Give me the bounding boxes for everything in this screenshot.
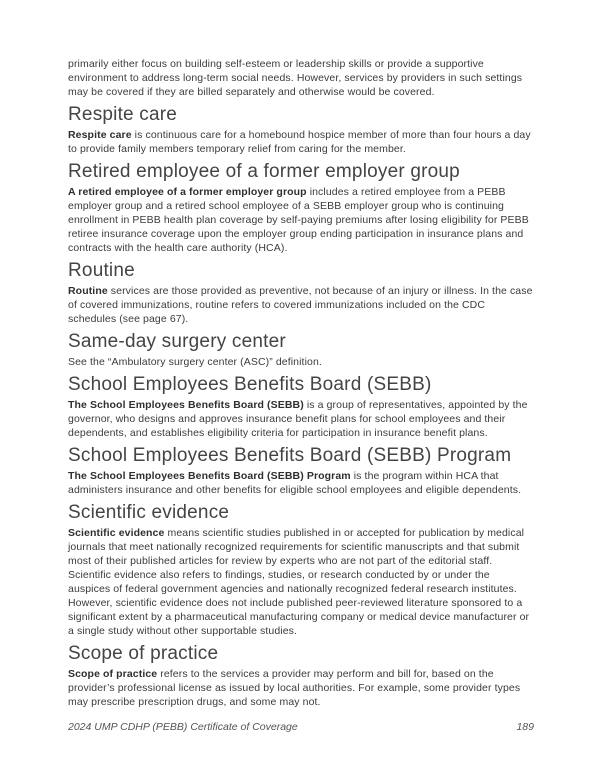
definition-text: is the program within HCA that administers insurance and other benefits for eligible school employees and eligible dependents. <box>68 470 522 496</box>
definition-text: refers to the services a provider may perform and bill for, based on the provider’s professional license as issued by local authorities. For example, some provider types may prescribe prescription drugs, and some may not. <box>68 668 521 708</box>
section-paragraph <box>68 526 534 638</box>
section-heading-scientific-evidence: Scientific evidence <box>68 502 230 523</box>
intro-paragraph: primarily either focus on building self-esteem or leadership skills or provide a supportive environment to address long-term social needs. However, services by providers in such settings may be covered if they are billed separately and otherwise would be covered. <box>68 58 523 98</box>
section-paragraph <box>68 398 534 440</box>
defined-term: Routine <box>68 285 108 297</box>
section-paragraph <box>68 284 534 326</box>
section-heading-scope-of-practice: Scope of practice <box>68 643 219 664</box>
definition-text: is continuous care for a homebound hospice member of more than four hours a day to provide family members temporary relief from caring for the member. <box>68 129 531 155</box>
definition-text: See the “Ambulatory surgery center (ASC)” definition. <box>68 356 322 368</box>
section-paragraph <box>68 128 534 156</box>
section-paragraph <box>68 355 534 369</box>
section-heading-sebb: School Employees Benefits Board (SEBB) <box>68 374 432 395</box>
defined-term: Scientific evidence <box>68 527 165 539</box>
section-heading-retired-employee: Retired employee of a former employer group <box>68 161 460 182</box>
defined-term: A retired employee of a former employer group <box>68 186 307 198</box>
section-heading-same-day-surgery-center: Same-day surgery center <box>68 331 286 352</box>
section-heading-sebb-program: School Employees Benefits Board (SEBB) Program <box>68 445 512 466</box>
definition-text: is a group of representatives, appointed by the governor, who designs and approves insurance benefit plans for school employees and their dependents, and establishes eligibility criteria for participation in insurance benefit plans. <box>68 399 528 439</box>
definition-text: includes a retired employee from a PEBB employer group and a retired school employee of a SEBB employer group who is continuing enrollment in PEBB health plan coverage by self-paying premiums after losing eligibility for PEBB retiree insurance coverage upon the employer group ending participation in insurance plans and contracts with the health care authority (HCA). <box>68 186 529 254</box>
section-heading-respite-care: Respite care <box>68 104 178 125</box>
section-heading-routine: Routine <box>68 260 135 281</box>
footer-document-title: 2024 UMP CDHP (PEBB) Certificate of Coverage <box>68 721 298 733</box>
defined-term: The School Employees Benefits Board (SEBB) Program <box>68 470 351 482</box>
defined-term: Respite care <box>68 129 132 141</box>
defined-term: Scope of practice <box>68 668 158 680</box>
definition-text: means scientific studies published in or accepted for publication by medical journals that meet nationally recognized requirements for scientific manuscripts and that submit most of their published articles for review by experts who are not part of the editorial staff. Scientific evidence also refers to findings, studies, or research conducted by or under the auspices of federal government agencies and nationally recognized federal research institutes. However, scientific evidence does not include published peer-reviewed literature sponsored to a significant extent by a pharmaceutical manufacturing company or medical device manufacturer or a single study without other supportable studies. <box>68 527 530 637</box>
section-paragraph <box>68 667 534 709</box>
footer-page-number: 189 <box>516 721 534 733</box>
page-content <box>68 57 534 713</box>
section-paragraph <box>68 469 534 497</box>
section-paragraph <box>68 185 534 255</box>
definition-text: services are those provided as preventive, not because of an injury or illness. In the case of covered immunizations, routine refers to covered immunizations included on the CDC schedules (see page 67). <box>68 285 533 325</box>
defined-term: The School Employees Benefits Board (SEBB) <box>68 399 304 411</box>
page-footer <box>68 720 534 734</box>
